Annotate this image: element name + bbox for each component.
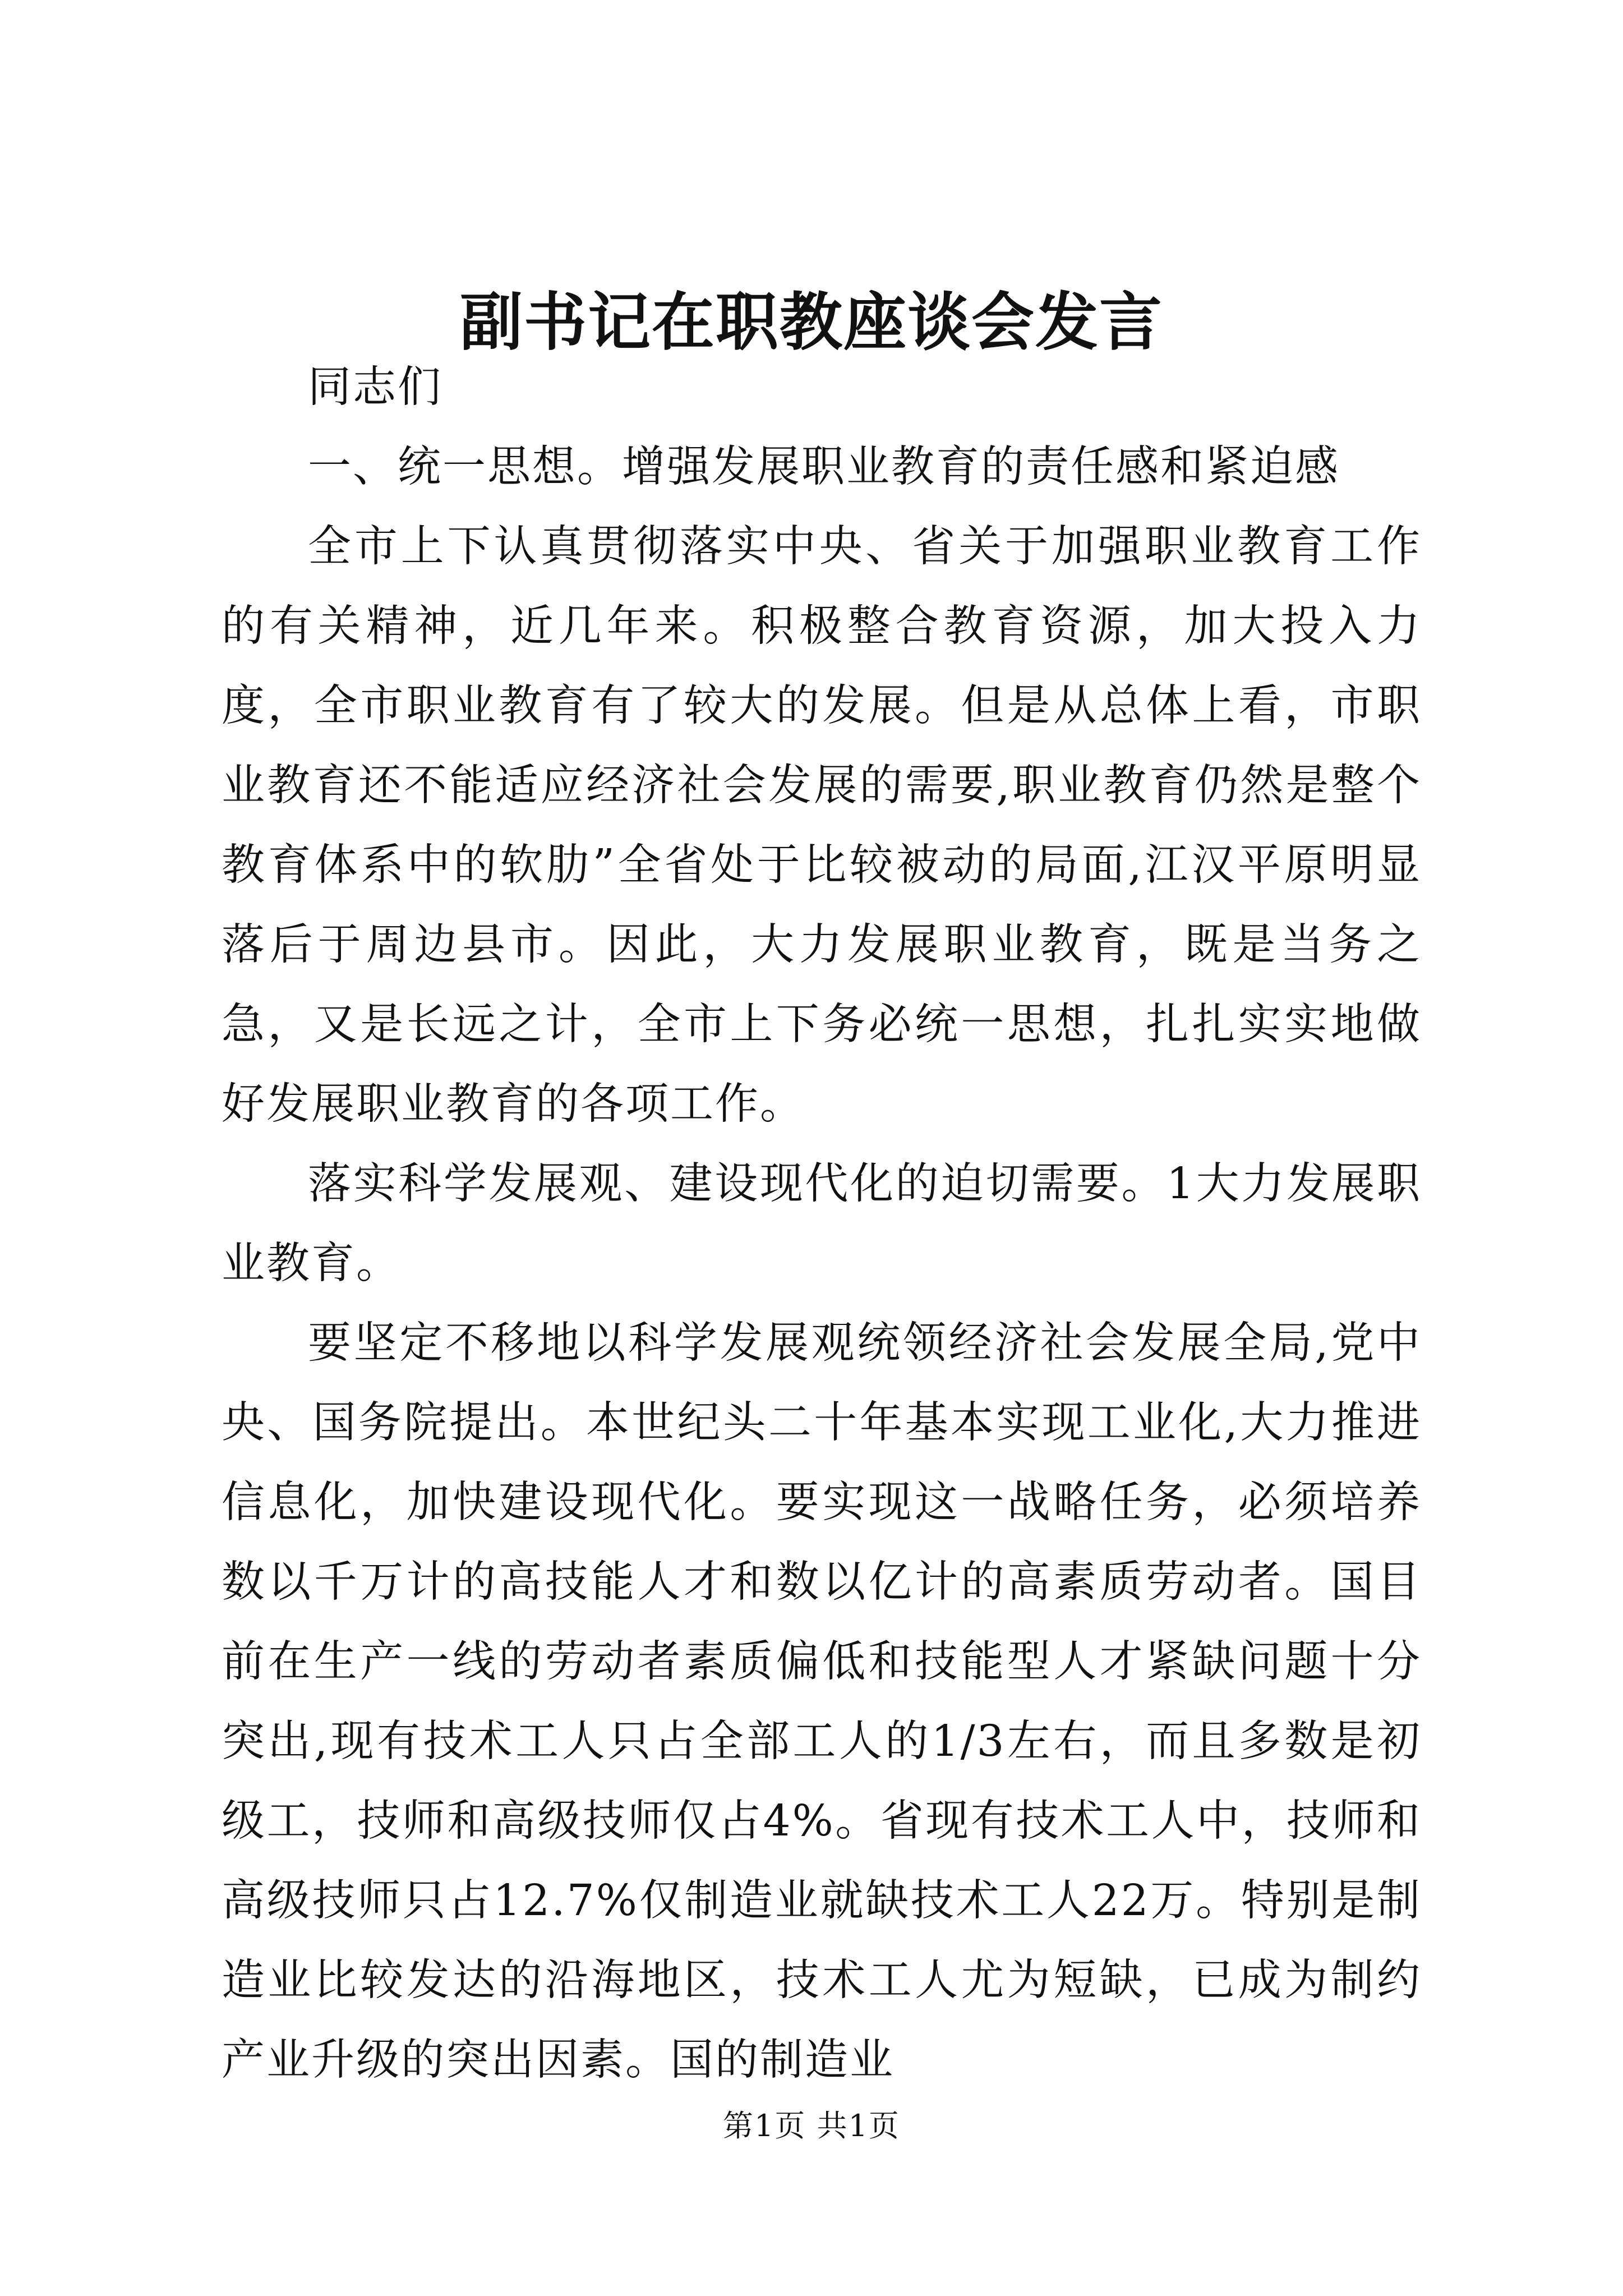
page-footer: 第1页 共1页 bbox=[723, 2108, 900, 2143]
section-heading: 一、统一思想。增强发展职业教育的责任感和紧迫感 bbox=[308, 442, 1340, 492]
document-title: 副书记在职教座谈会发言 bbox=[460, 286, 1163, 359]
body-paragraph: 落实科学发展观、建设现代化的迫切需要。1大力发展职业教育。 bbox=[222, 1159, 1422, 1289]
body-paragraph: 要坚定不移地以科学发展观统领经济社会发展全局,党中央、国务院提出。本世纪头二十年基本实现工业化,大力推进信息化，加快建设现代化。要实现这一战略任务，必须培养数以千万计的高技能人才和数以亿计的高素质劳动者。国目前在生产一线的劳动者素质偏低和技能型人才紧缺问题十分突出,现有技术工人只占全部工人的1/3左右，而且多数是初级工，技师和高级技师仅占4%。省现有技术工人中，技师和高级技师只占12.7%仅制造业就缺技术工人22万。特别是制造业比较发达的沿海地区，技术工人尤为短缺，已成为制约产业升级的突出因素。国的制造业 bbox=[222, 1318, 1422, 2085]
document-body bbox=[222, 348, 1422, 2100]
body-paragraph: 全市上下认真贯彻落实中央、省关于加强职业教育工作的有关精神，近几年来。积极整合教育资源，加大投入力度，全市职业教育有了较大的发展。但是从总体上看，市职业教育还不能适应经济社会发展的需要,职业教育仍然是整个教育体系中的软肋”全省处于比较被动的局面,江汉平原明显落后于周边县市。因此，大力发展职业教育，既是当务之急，又是长远之计，全市上下务必统一思想，扎扎实实地做好发展职业教育的各项工作。 bbox=[222, 522, 1422, 1129]
salutation-paragraph: 同志们 bbox=[308, 362, 442, 412]
